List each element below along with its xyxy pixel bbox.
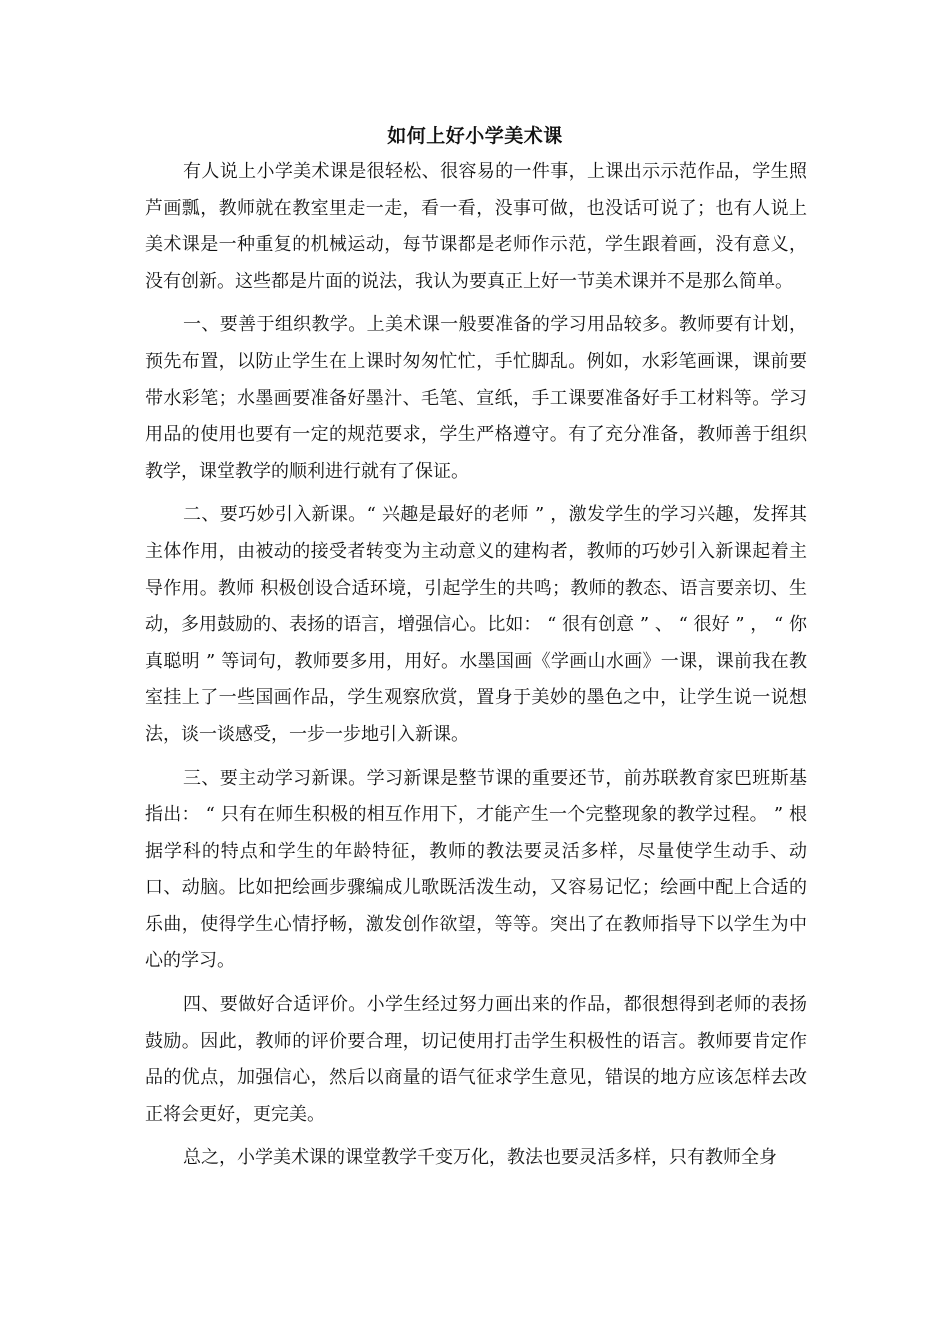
document-title: 如何上好小学美术课: [387, 125, 563, 147]
paragraph-evaluation: 四、要做好合适评价。小学生经过努力画出来的作品，都很想得到老师的表扬鼓励。因此，教师的评价要合理，切记使用打击学生积极性的语言。教师要肯定作品的优点，加强信心，然后以商量的语气征求学生意见，错误的地方应该怎样去改正将会更好，更完美。: [145, 994, 807, 1125]
paragraph-study-new-lesson: 三、要主动学习新课。学习新课是整节课的重要还节，前苏联教育家巴班斯基指出： “ 只有在师生积极的相互作用下，才能产生一个完整现象的教学过程。 ” 根据学科的特点和学生的年龄特征，教师的教法要灵活多样，尽量使学生动手、动口、动脑。比如把绘画步骤编成儿歌既活泼生动，又容易记忆；绘画中配上合适的乐曲，使得学生心情抒畅，激发创作欲望，等等。突出了在教师指导下以学生为中心的学习。: [145, 767, 807, 972]
paragraph-introduce-new-lesson: 二、要巧妙引入新课。“ 兴趣是最好的老师 ” ，激发学生的学习兴趣，发挥其主体作用，由被动的接受者转变为主动意义的建构者，教师的巧妙引入新课起着主导作用。教师 积极创设合适环境，引起学生的共鸣；教师的教态、语言要亲切、生动，多用鼓励的、表扬的语言，增强信心。比如： “ 很有创意 ” 、 “ 很好 ” ， “ 你真聪明 ” 等词句，教师要多用，用好。水墨国画《学画山水画》一课，课前我在教室挂上了一些国画作品，学生观察欣赏，置身于美妙的墨色之中，让学生说一说想法，谈一谈感受，一步一步地引入新课。: [145, 504, 807, 745]
paragraph-organize-teaching: 一、要善于组织教学。上美术课一般要准备的学习用品较多。教师要有计划，预先布置，以防止学生在上课时匆匆忙忙，手忙脚乱。例如，水彩笔画课，课前要带水彩笔；水墨画要准备好墨汁、毛笔、宣纸，手工课要准备好手工材料等。学习用品的使用也要有一定的规范要求，学生严格遵守。有了充分准备，教师善于组织教学，课堂教学的顺利进行就有了保证。: [145, 314, 807, 482]
paragraph-conclusion: 总之，小学美术课的课堂教学千变万化，教法也要灵活多样，只有教师全身: [183, 1147, 777, 1169]
document-body: [145, 154, 807, 1184]
paragraph-intro: 有人说上小学美术课是很轻松、很容易的一件事，上课出示示范作品，学生照芦画瓢，教师就在教室里走一走，看一看，没事可做，也没话可说了；也有人说上美术课是一种重复的机械运动，每节课都是老师作示范，学生跟着画，没有意义，没有创新。这些都是片面的说法，我认为要真正上好一节美术课并不是那么简单。: [145, 161, 807, 292]
